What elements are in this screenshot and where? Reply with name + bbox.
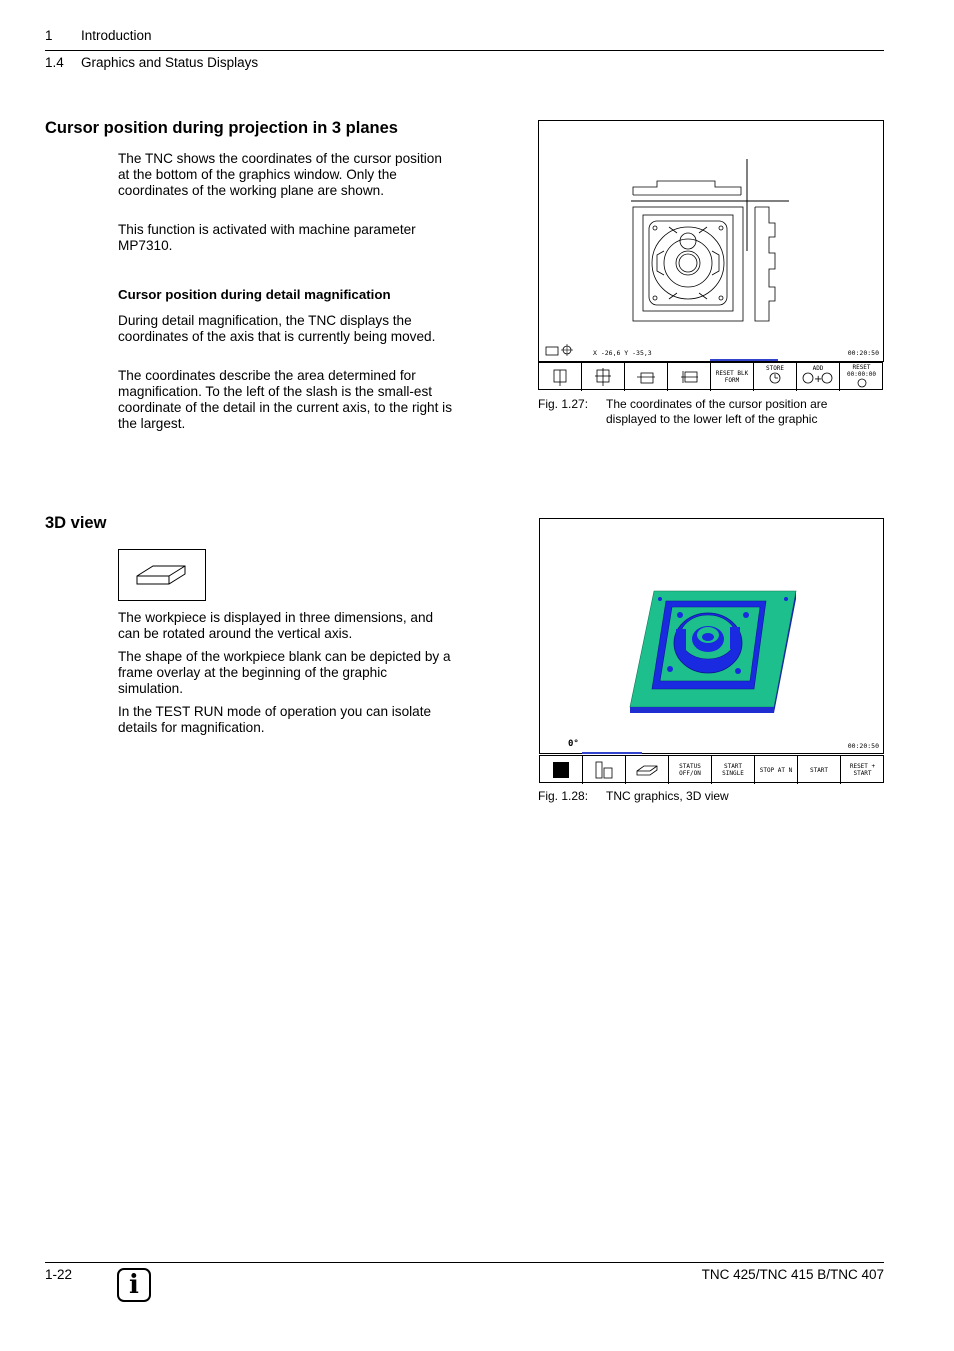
section1-subheading: Cursor position during detail magnification	[118, 287, 391, 302]
views-icon	[593, 760, 615, 780]
clock-icon	[768, 372, 782, 384]
3d-view-icon	[634, 761, 660, 779]
section2-heading: 3D view	[45, 514, 107, 532]
softkey-reset-blk-form[interactable]: RESET BLK FORM	[711, 363, 754, 391]
info-icon-letter: i	[129, 1270, 139, 1300]
run-time-3d: 00:20:50	[847, 742, 879, 750]
softkey-start[interactable]: START	[798, 756, 841, 784]
softkey-add[interactable]	[797, 363, 840, 391]
reset-clock-icon	[856, 378, 868, 388]
softkey-reset-start[interactable]: RESET + START	[849, 763, 876, 777]
chapter-title: Introduction	[81, 28, 152, 43]
figure1-caption-number: Fig. 1.27:	[538, 397, 589, 411]
active-softkey-marker-3d	[582, 752, 642, 754]
figure2-caption	[538, 789, 878, 805]
figure1-caption-text: The coordinates of the cursor position are displayed to the lower left of the graphic	[606, 397, 828, 426]
info-icon	[117, 1268, 151, 1302]
softkey-add-label: ADD	[812, 365, 824, 372]
projection-graphic	[539, 121, 883, 361]
add-clock-icon	[802, 372, 834, 384]
section1-para3: During detail magnification, the TNC displays the coordinates of the axis that is currently being moved.	[118, 313, 436, 344]
figure-3-planes-screen	[538, 120, 884, 362]
softkey-bar-fig1	[538, 362, 883, 390]
active-softkey-marker	[710, 359, 778, 361]
softkey-3d-view[interactable]	[626, 756, 669, 784]
header-rule	[45, 50, 884, 51]
figure-3d-view-screen	[539, 518, 884, 754]
filled-square-icon	[553, 762, 569, 778]
softkey-start-single[interactable]: START SINGLE	[712, 756, 755, 784]
section1-para2: This function is activated with machine parameter MP7310.	[118, 222, 416, 253]
cursor-coordinates: X -26,6 Y -35,3	[593, 349, 652, 357]
rotation-angle: 0°	[568, 739, 579, 749]
footer-rule	[45, 1262, 884, 1263]
top-view-icon	[635, 368, 657, 386]
section2-para3: In the TEST RUN mode of operation you can isolate details for magnification.	[118, 704, 432, 735]
softkey-bar-fig2	[539, 755, 884, 783]
section-number: 1.4	[45, 55, 64, 70]
section2-para1: The workpiece is displayed in three dimensions, and can be rotated around the vertical axis.	[118, 610, 434, 641]
section1-para4: The coordinates describe the area determined for magnification. To the left of the slash is the small-est coordinate of the detail in the current axis, to the right is the largest.	[118, 368, 452, 431]
chapter-number: 1	[45, 28, 53, 43]
softkey-top-view[interactable]	[625, 363, 668, 391]
3d-view-softkey-symbol	[118, 549, 206, 601]
softkey-store-label: STORE	[765, 365, 785, 372]
section1-heading: Cursor position during projection in 3 planes	[45, 119, 398, 137]
section1-para1: The TNC shows the coordinates of the cursor position at the bottom of the graphics window. Only the coordinates of the working plane are shown.	[118, 151, 442, 198]
softkey-front-view[interactable]	[539, 363, 582, 391]
page-number: 1-22	[45, 1267, 73, 1282]
softkey-views[interactable]	[583, 756, 626, 784]
softkey-side-view[interactable]	[582, 363, 625, 391]
softkey-store[interactable]	[754, 363, 797, 391]
softkey-black-square[interactable]	[540, 756, 583, 784]
3d-workpiece-graphic	[540, 519, 883, 753]
3d-block-icon	[119, 550, 205, 600]
softkey-reset-time-label: RESET 00:00:00	[847, 364, 876, 378]
front-view-icon	[550, 368, 570, 386]
magnify-icon	[678, 368, 700, 386]
softkey-status-off-on[interactable]: STATUS OFF/ON	[669, 756, 712, 784]
softkey-stop-at[interactable]: STOP AT N	[755, 756, 798, 784]
softkey-reset-time[interactable]	[840, 363, 883, 391]
run-time: 00:20:50	[847, 349, 879, 357]
side-view-icon	[593, 368, 613, 386]
figure2-caption-text: TNC graphics, 3D view	[606, 789, 729, 803]
section-title: Graphics and Status Displays	[81, 55, 259, 70]
svg-text:+: +	[814, 374, 823, 384]
softkey-magnify[interactable]	[668, 363, 711, 391]
section2-para2: The shape of the workpiece blank can be depicted by a frame overlay at the beginning of the graphic simulation.	[118, 649, 451, 696]
product-name: TNC 425/TNC 415 B/TNC 407	[701, 1267, 884, 1282]
figure2-caption-number: Fig. 1.28:	[538, 789, 589, 803]
figure1-caption	[538, 397, 878, 429]
